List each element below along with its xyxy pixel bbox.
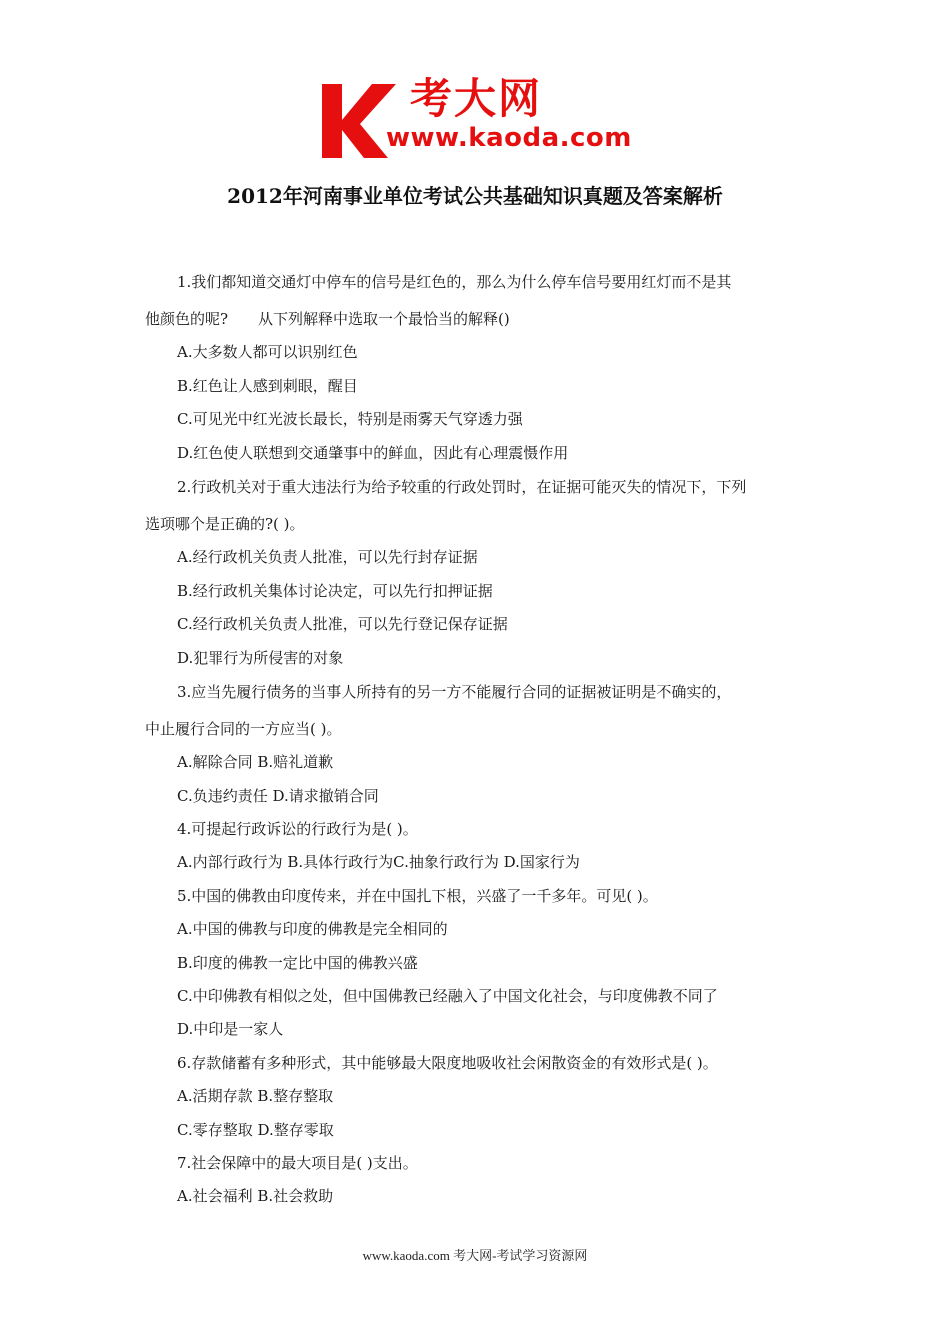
kaoda-logo [318,74,640,160]
option-line: C.可见光中红光波长最长，特别是雨雾天气穿透力强 [177,410,523,429]
question-line: 1.我们都知道交通灯中停车的信号是红色的，那么为什么停车信号要用红灯而不是其 [177,273,732,291]
option-line: A.中国的佛教与印度的佛教是完全相同的 [177,920,448,939]
option-line: C.零存整取 D.整存零取 [177,1120,334,1139]
option-line: A.活期存款 B.整存整取 [177,1087,334,1106]
option-line: D.红色使人联想到交通肇事中的鲜血，因此有心理震慑作用 [177,443,569,462]
option-line: D.犯罪行为所侵害的对象 [177,648,344,667]
logo-url: www.kaoda.com [386,123,632,153]
option-line: 6.存款储蓄有多种形式，其中能够最大限度地吸收社会闲散资金的有效形式是( )。 [177,1053,718,1072]
question-line: 2.行政机关对于重大违法行为给予较重的行政处罚时，在证据可能灭失的情况下，下列 [177,477,747,496]
question-line: 3.应当先履行债务的当事人所持有的另一方不能履行合同的证据被证明是不确实的， [177,682,732,701]
option-line: B.印度的佛教一定比中国的佛教兴盛 [177,953,418,972]
question-list [145,265,810,1214]
question-continuation: 中止履行合同的一方应当( )。 [145,719,342,738]
option-line: C.经行政机关负责人批准，可以先行登记保存证据 [177,615,508,634]
option-line: 7.社会保障中的最大项目是( )支出。 [177,1153,418,1172]
option-line: A.内部行政行为 B.具体行政行为C.抽象行政行为 D.国家行为 [177,853,580,872]
option-line: B.红色让人感到刺眼，醒目 [177,376,358,395]
option-line: D.中印是一家人 [177,1020,284,1039]
page-footer: www.kaoda.com 考大网-考试学习资源网 [362,1248,588,1263]
option-line: A.解除合同 B.赔礼道歉 [177,753,334,772]
option-line: A.大多数人都可以识别红色 [177,343,358,362]
option-line: A.经行政机关负责人批准，可以先行封存证据 [177,548,478,567]
option-line: C.中印佛教有相似之处，但中国佛教已经融入了中国文化社会，与印度佛教不同了 [177,987,718,1006]
option-line: 5.中国的佛教由印度传来，并在中国扎下根，兴盛了一千多年。可见( )。 [177,886,658,905]
option-line: A.社会福利 B.社会救助 [177,1187,334,1206]
document-title: 2012年河南事业单位考试公共基础知识真题及答案解析 [227,184,723,208]
question-continuation: 选项哪个是正确的?( )。 [145,514,305,533]
option-line: 4.可提起行政诉讼的行政行为是( )。 [177,820,418,839]
option-line: C.负违约责任 D.请求撤销合同 [177,786,379,805]
option-line: B.经行政机关集体讨论决定，可以先行扣押证据 [177,581,493,600]
question-continuation: 他颜色的呢? 从下列解释中选取一个最恰当的解释() [145,310,510,328]
logo-title: 考大网 [410,74,543,123]
